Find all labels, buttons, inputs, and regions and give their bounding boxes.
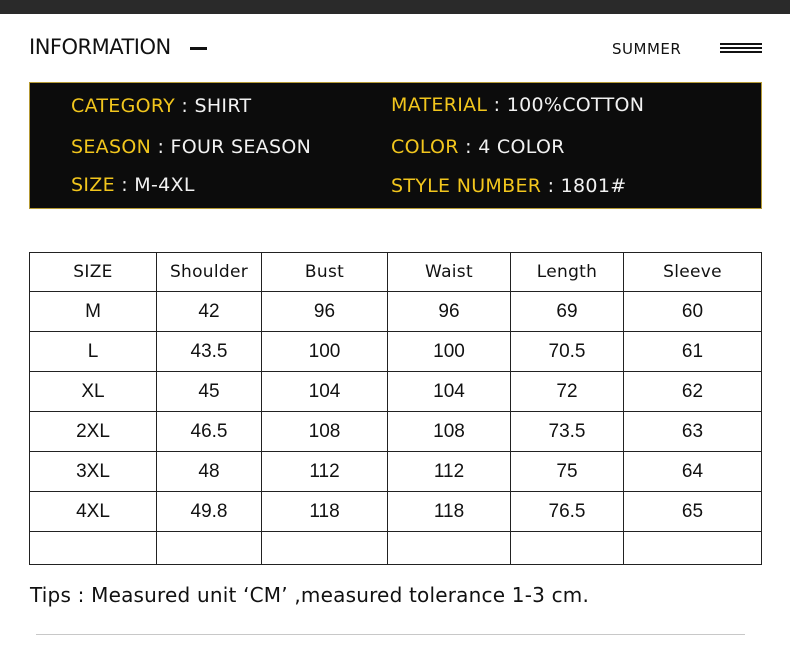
top-bar [0, 0, 790, 14]
table-cell: 118 [388, 492, 511, 532]
table-cell: 4XL [30, 492, 157, 532]
table-cell: 43.5 [157, 332, 262, 372]
table-cell: 2XL [30, 412, 157, 452]
table-cell: 72 [511, 372, 624, 412]
info-value: SHIRT [194, 95, 252, 117]
table-cell [388, 532, 511, 565]
table-cell: 61 [624, 332, 762, 372]
info-value: 100%COTTON [506, 94, 645, 116]
info-value: 4 COLOR [478, 136, 565, 158]
table-cell: 63 [624, 412, 762, 452]
table-cell: 73.5 [511, 412, 624, 452]
column-header-sleeve: Sleeve [624, 253, 762, 292]
table-row [30, 372, 762, 412]
info-item-category [71, 95, 251, 117]
table-row-empty [30, 532, 762, 565]
table-cell: L [30, 332, 157, 372]
info-item-size [71, 174, 195, 196]
info-separator: : [493, 94, 501, 116]
table-row [30, 332, 762, 372]
table-cell: M [30, 292, 157, 332]
info-separator: : [465, 136, 472, 158]
table-cell: 42 [157, 292, 262, 332]
table-cell: 49.8 [157, 492, 262, 532]
table-row [30, 292, 762, 332]
table-cell: 108 [388, 412, 511, 452]
info-item-material [391, 94, 644, 116]
table-cell: 48 [157, 452, 262, 492]
column-header-waist: Waist [388, 253, 511, 292]
info-item-style-number [391, 175, 626, 197]
hamburger-lines-icon [720, 43, 762, 55]
info-item-season [71, 136, 311, 158]
table-cell: 65 [624, 492, 762, 532]
info-separator: : [181, 95, 189, 117]
table-cell: 70.5 [511, 332, 624, 372]
table-cell: 60 [624, 292, 762, 332]
info-separator: : [157, 136, 165, 158]
info-separator: : [121, 174, 128, 196]
table-cell: 64 [624, 452, 762, 492]
table-cell: 104 [388, 372, 511, 412]
divider [36, 634, 745, 635]
title-dash [190, 47, 207, 50]
table-cell: 100 [262, 332, 388, 372]
table-header-row [30, 253, 762, 292]
column-header-length: Length [511, 253, 624, 292]
tips-text: Tips : Measured unit ‘CM’ ,measured tolerance 1-3 cm. [30, 583, 590, 607]
table-cell [262, 532, 388, 565]
size-chart-table [29, 252, 762, 565]
table-cell: 3XL [30, 452, 157, 492]
info-value: M-4XL [134, 174, 195, 196]
column-header-bust: Bust [262, 253, 388, 292]
table-row [30, 452, 762, 492]
info-value: FOUR SEASON [170, 136, 312, 158]
table-cell: 69 [511, 292, 624, 332]
table-cell [624, 532, 762, 565]
column-header-size: SIZE [30, 253, 157, 292]
column-header-shoulder: Shoulder [157, 253, 262, 292]
table-cell: 108 [262, 412, 388, 452]
info-key: MATERIAL [391, 94, 488, 116]
section-title: INFORMATION [29, 35, 171, 59]
info-key: STYLE NUMBER [391, 175, 542, 197]
table-cell: 112 [388, 452, 511, 492]
table-cell: 118 [262, 492, 388, 532]
table-cell: 100 [388, 332, 511, 372]
info-item-color [391, 136, 565, 158]
table-cell [511, 532, 624, 565]
table-cell [157, 532, 262, 565]
info-separator: : [547, 175, 555, 197]
table-cell: 104 [262, 372, 388, 412]
table-cell [30, 532, 157, 565]
table-row [30, 492, 762, 532]
table-cell: 75 [511, 452, 624, 492]
table-cell: 46.5 [157, 412, 262, 452]
table-cell: XL [30, 372, 157, 412]
table-cell: 112 [262, 452, 388, 492]
info-key: SEASON [71, 136, 152, 158]
info-value: 1801# [560, 175, 627, 197]
info-key: COLOR [391, 136, 459, 158]
table-cell: 96 [262, 292, 388, 332]
table-cell: 45 [157, 372, 262, 412]
info-key: CATEGORY [71, 95, 176, 117]
info-panel [29, 82, 762, 209]
table-cell: 76.5 [511, 492, 624, 532]
table-row [30, 412, 762, 452]
info-key: SIZE [71, 174, 115, 196]
summer-tag: SUMMER [612, 40, 682, 58]
table-cell: 62 [624, 372, 762, 412]
table-cell: 96 [388, 292, 511, 332]
